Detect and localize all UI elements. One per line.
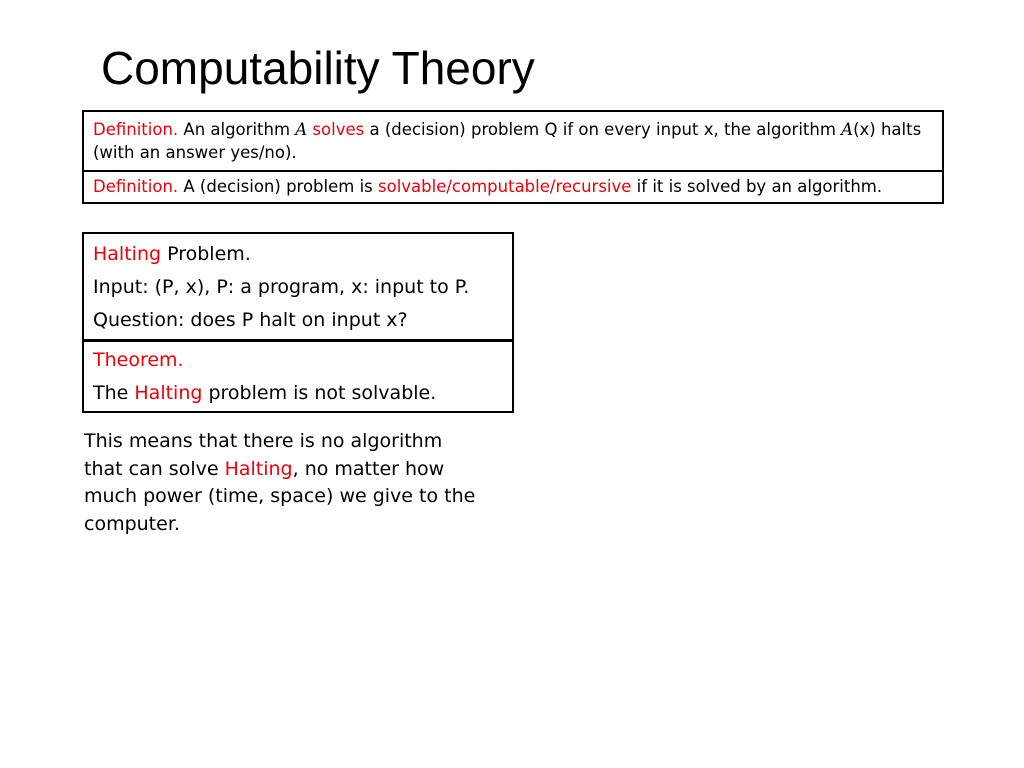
halting-problem-text: Problem. (161, 243, 251, 265)
definition-term-solvable: solvable/computable/recursive (378, 177, 632, 196)
theorem-label: Theorem. (93, 349, 184, 371)
definition-solvable (84, 170, 942, 202)
halting-question-line: Question: does P halt on input x? (93, 309, 408, 331)
halting-term: Halting (93, 243, 162, 265)
definitions-box (82, 110, 944, 204)
theorem-section (84, 339, 512, 411)
explanation-paragraph (84, 428, 484, 538)
halting-input-line: Input: (P, x), P: a program, x: input to P. (93, 276, 470, 298)
definition-label: Definition. (93, 120, 179, 139)
theorem-statement (93, 377, 503, 410)
theorem-text: The (93, 382, 135, 404)
definition-term-solves: solves (312, 120, 365, 139)
slide-title: Computability Theory (101, 42, 535, 94)
algorithm-symbol: A (841, 120, 854, 139)
algorithm-symbol: A (295, 120, 308, 139)
definition-label: Definition. (93, 177, 179, 196)
definition-text: An algorithm (178, 120, 296, 139)
halting-box (82, 232, 514, 413)
halting-problem-heading (93, 238, 503, 271)
definition-text: a (decision) problem Q if on every input x, the algorithm (364, 120, 842, 139)
definition-text: if it is solved by an algorithm. (631, 177, 883, 196)
halting-term: Halting (134, 382, 203, 404)
halting-term: Halting (224, 457, 293, 480)
definition-text: A (decision) problem is (178, 177, 379, 196)
definition-text: (x) halts (with an answer yes/no). (93, 120, 922, 162)
paragraph-text: This means that there is no algorithm that can solve (84, 430, 443, 480)
theorem-text: problem is not solvable. (202, 382, 437, 404)
definition-solves (84, 112, 942, 170)
paragraph-text: , no matter how much power (time, space) we give to the computer. (84, 457, 476, 535)
halting-problem-section (84, 234, 512, 339)
